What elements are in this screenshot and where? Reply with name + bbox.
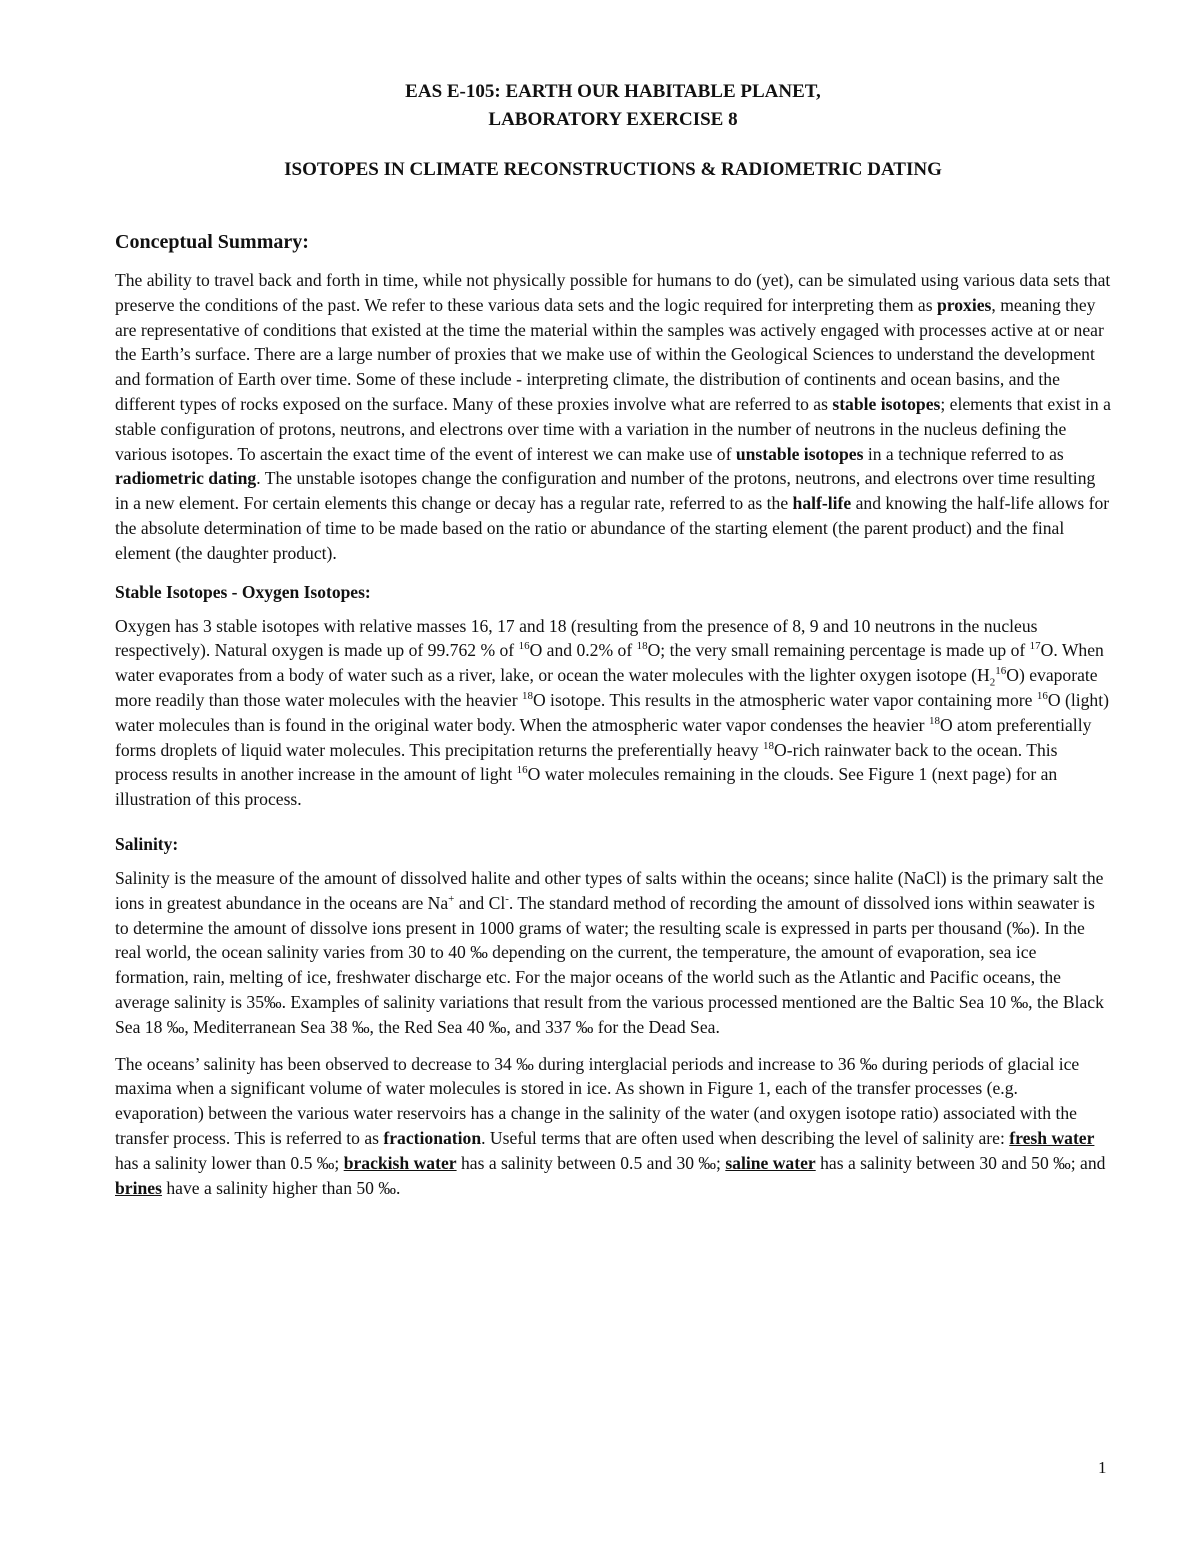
term-brines: brines — [115, 1177, 162, 1198]
course-title-line-1: EAS E-105: EARTH OUR HABITABLE PLANET, — [405, 81, 821, 102]
lab-topic-title: ISOTOPES IN CLIMATE RECONSTRUCTIONS & RADIOMETRIC DATING — [284, 159, 942, 180]
conceptual-summary-paragraph: The ability to travel back and forth in time, while not physically possible for humans to do (yet), can be simulated using various data sets that preserve the conditions of the past. We refer to these various data sets and the logic required for interpreting them as proxies, meaning they are representative of conditions that existed at the time the material within the samples was actively engaged with processes active at or near the Earth’s surface. There are a large number of proxies that we make use of within the Geological Sciences to understand the development and formation of Earth over time. Some of these include - interpreting climate, the distribution of continents and ocean basins, and the different types of rocks exposed on the surface. Many of these proxies involve what are referred to as stable isotopes; elements that exist in a stable configuration of protons, neutrons, and electrons over time with a variation in the number of neutrons in the nucleus defining the various isotopes. To ascertain the exact time of the event of interest we can make use of unstable isotopes in a technique referred to as radiometric dating. The unstable isotopes change the configuration and number of the protons, neutrons, and electrons over time resulting in a new element. For certain elements this change or decay has a regular rate, referred to as the half-life and knowing the half-life allows for the absolute determination of time to be made based on the ratio or abundance of the starting element (the parent product) and the final element (the daughter product). — [115, 270, 1111, 563]
document-page — [115, 78, 1111, 1200]
term-radiometric-dating: radiometric dating — [115, 468, 257, 489]
salinity-paragraph-1: Salinity is the measure of the amount of dissolved halite and other types of salts within the oceans; since halite (NaCl) is the primary salt the ions in greatest abundance in the oceans are Na+ and Cl-. The standard method of recording the amount of dissolved ions within seawater is to determine the amount of dissolve ions present in 1000 grams of water; the resulting scale is expressed in parts per thousand (‰). In the real world, the ocean salinity varies from 30 to 40 ‰ depending on the current, the temperature, the amount of evaporation, sea ice formation, rain, melting of ice, freshwater discharge etc. For the major oceans of the world such as the Atlantic and Pacific oceans, the average salinity is 35‰. Examples of salinity variations that result from the various processed mentioned are the Baltic Sea 10 ‰, the Black Sea 18 ‰, Mediterranean Sea 38 ‰, the Red Sea 40 ‰, and 337 ‰ for the Dead Sea. — [115, 867, 1104, 1037]
term-stable-isotopes: stable isotopes — [832, 393, 941, 414]
course-title — [115, 78, 1111, 134]
term-saline-water: saline water — [725, 1152, 816, 1173]
salinity-heading: Salinity: — [115, 833, 179, 854]
stable-isotopes-paragraph: Oxygen has 3 stable isotopes with relative masses 16, 17 and 18 (resulting from the presence of 8, 9 and 10 neutrons in the nucleus respectively). Natural oxygen is made up of 99.762 % of $^{16}$O and 0.2% of $^{18}$O; the very small remaining percentage is made up of $^{17}$O. When water evaporates from a body of water such as a river, lake, or ocean the water molecules with the lighter oxygen isotope $(H_2^{16}O)$ evaporate more readily than those water molecules with the heavier $^{18}$O isotope. This results in the atmospheric water vapor containing more $^{16}$O (light) water molecules than is found in the original water body. When the atmospheric water vapor condenses the heavier $^{18}$O atom preferentially forms droplets of liquid water molecules. This precipitation returns the preferentially heavy $^{18}$O-rich rainwater back to the ocean. This process results in another increase in the amount of light $^{16}$O water molecules remaining in the clouds. See Figure 1 (next page) for an illustration of this process. — [115, 615, 1109, 810]
conceptual-summary-heading: Conceptual Summary: — [115, 231, 309, 253]
salinity-paragraph-2: The oceans’ salinity has been observed to decrease to 34 ‰ during interglacial periods and increase to 36 ‰ during periods of glacial ice maxima when a significant volume of water molecules is stored in ice. As shown in Figure 1, each of the transfer processes (e.g. evaporation) between the various water reservoirs has a change in the salinity of the water (and oxygen isotope ratio) associated with the transfer process. This is referred to as fractionation. Useful terms that are often used when describing the level of salinity are: fresh water has a salinity lower than 0.5 ‰; brackish water has a salinity between 0.5 and 30 ‰; saline water has a salinity between 30 and 50 ‰; and brines have a salinity higher than 50 ‰. — [115, 1053, 1106, 1198]
course-title-line-2: LABORATORY EXERCISE 8 — [488, 109, 738, 130]
term-brackish-water: brackish water — [343, 1152, 457, 1173]
term-proxies: proxies — [936, 294, 992, 315]
term-fractionation: fractionation — [383, 1127, 482, 1148]
term-half-life: half-life — [792, 493, 852, 514]
term-fresh-water: fresh water — [1009, 1127, 1095, 1148]
stable-isotopes-heading: Stable Isotopes - Oxygen Isotopes: — [115, 581, 371, 602]
term-unstable-isotopes: unstable isotopes — [735, 443, 864, 464]
page-number: 1 — [1098, 1458, 1107, 1477]
